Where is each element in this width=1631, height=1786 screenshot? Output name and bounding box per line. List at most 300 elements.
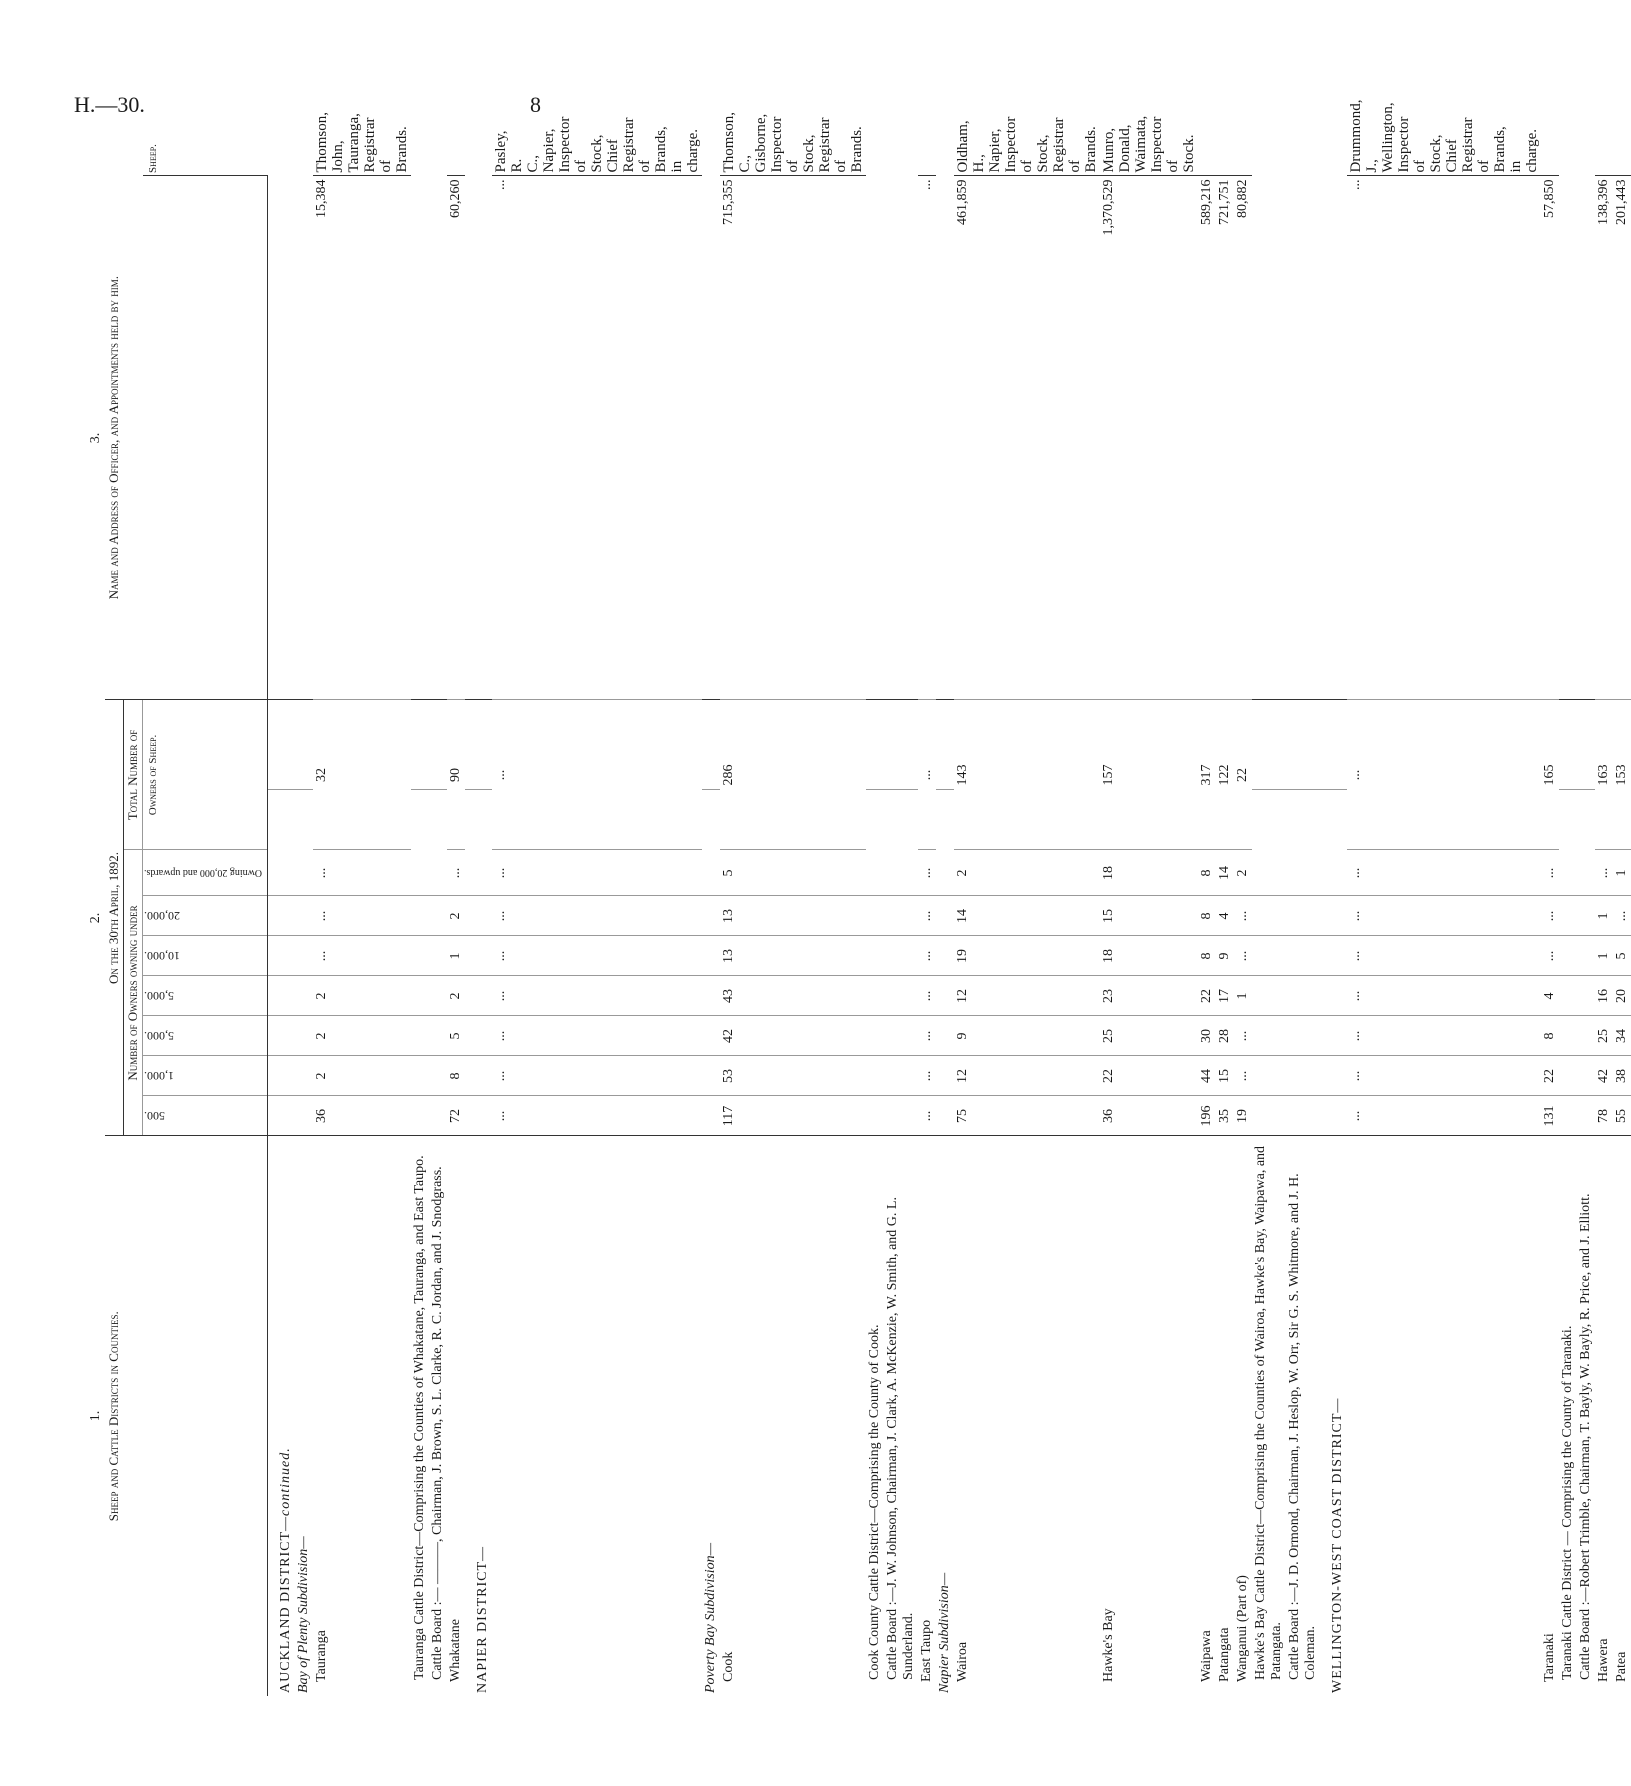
officer-cell <box>268 176 296 700</box>
value-cell: ... <box>492 1096 702 1136</box>
value-cell: ... <box>1347 1056 1541 1096</box>
table-row <box>1198 176 1216 1696</box>
empty-cell <box>1286 936 1320 976</box>
empty-cell <box>702 896 720 936</box>
empty-cell <box>465 700 492 790</box>
value-cell: 14 <box>954 896 1100 936</box>
value-cell: 15 <box>1100 896 1198 936</box>
subdiv-row <box>702 176 720 1696</box>
value-cell: 163 <box>1595 700 1613 850</box>
value-cell: 122 <box>1216 700 1234 850</box>
empty-cell <box>411 1096 429 1136</box>
value-cell: 2 <box>447 896 465 936</box>
value-cell: ... <box>1347 1016 1541 1056</box>
empty-cell <box>1577 1096 1595 1136</box>
value-cell: 55 <box>1613 1096 1631 1136</box>
empty-cell <box>1577 790 1595 896</box>
empty-cell <box>884 1016 918 1056</box>
value-cell: 4 <box>1216 896 1234 936</box>
empty-cell <box>268 936 296 976</box>
empty-cell <box>295 1016 313 1056</box>
value-cell: 461,859 <box>954 176 1100 700</box>
value-cell: 8 <box>1198 896 1216 936</box>
cattle-district-note: Cook County Cattle District—Comprising the County of Cook. <box>866 1136 884 1696</box>
value-cell: 72 <box>447 1096 465 1136</box>
value-cell: 28 <box>1216 1016 1234 1056</box>
officer-cell <box>1286 176 1320 700</box>
value-cell: 36 <box>1100 1096 1198 1136</box>
empty-cell <box>884 936 918 976</box>
empty-cell <box>1320 1016 1347 1056</box>
value-cell: 22 <box>1100 1056 1198 1096</box>
value-cell: ... <box>1347 176 1541 700</box>
value-cell: ... <box>1347 896 1541 936</box>
empty-cell <box>866 1096 884 1136</box>
empty-cell <box>411 896 429 936</box>
cattle-district-note: Cattle Board :— ———, Chairman, J. Brown, S. L. Clarke, R. C. Jordan, and J. Snodgrass. <box>429 1136 447 1696</box>
value-cell: 12 <box>954 976 1100 1016</box>
value-cell: 2 <box>447 976 465 1016</box>
empty-cell <box>702 1096 720 1136</box>
value-cell: 75 <box>954 1096 1100 1136</box>
note-row <box>411 176 429 1696</box>
value-cell: ... <box>1234 896 1252 936</box>
officer-cell <box>884 176 918 700</box>
value-cell: 18 <box>1100 850 1198 896</box>
empty-cell <box>1252 1096 1286 1136</box>
empty-cell <box>936 936 954 976</box>
value-cell: 9 <box>954 1016 1100 1056</box>
value-cell: 13 <box>720 896 866 936</box>
col3-number: 3. <box>88 432 103 444</box>
empty-cell <box>295 790 313 896</box>
table-row: ... ... ... ... ... ... ... ... ... Pasley, R. C., Napier, Inspector of Stock, Chief Registrar of Brands, in charge. <box>492 176 702 1696</box>
table-row <box>918 176 936 1696</box>
empty-cell <box>465 1096 492 1136</box>
empty-cell <box>866 976 884 1016</box>
empty-cell <box>1286 976 1320 1016</box>
value-cell: ... <box>1541 936 1559 976</box>
value-cell: 715,355 <box>720 176 866 700</box>
officer-cell <box>702 176 720 700</box>
value-cell: 153 <box>1613 700 1631 850</box>
owners-group-header: Number of Owners owning under <box>124 850 143 1136</box>
empty-cell <box>702 790 720 896</box>
value-cell: ... <box>313 850 411 896</box>
value-cell: 78 <box>1595 1096 1613 1136</box>
empty-cell <box>268 790 296 896</box>
empty-cell <box>1320 936 1347 976</box>
empty-cell <box>936 976 954 1016</box>
empty-cell <box>1252 936 1286 976</box>
note-row <box>429 176 447 1696</box>
empty-cell <box>866 790 884 896</box>
district-heading: WELLINGTON-WEST COAST DISTRICT— <box>1320 1136 1347 1696</box>
empty-cell <box>465 1056 492 1096</box>
value-cell: 22 <box>1198 976 1216 1016</box>
cattle-district-note: Taranaki Cattle District — Comprising the County of Taranaki. <box>1559 1136 1577 1696</box>
empty-cell <box>411 976 429 1016</box>
officer-cell <box>936 176 954 700</box>
empty-cell <box>465 896 492 936</box>
sub-header-500: 500. <box>144 1109 165 1124</box>
empty-cell <box>1559 1016 1577 1056</box>
empty-cell <box>465 976 492 1016</box>
value-cell: ... <box>918 850 936 896</box>
cattle-district-note: Hawke's Bay Cattle District—Comprising the Counties of Wairoa, Hawke's Bay, Waipawa, and Patangata. <box>1252 1136 1286 1696</box>
empty-cell <box>429 1096 447 1136</box>
empty-cell <box>884 896 918 936</box>
value-cell: 9 <box>1216 936 1234 976</box>
empty-cell <box>411 700 429 790</box>
officer-cell <box>411 176 429 700</box>
note-row <box>1252 176 1286 1696</box>
note-row <box>866 176 884 1696</box>
value-cell: 138,396 <box>1595 176 1613 700</box>
value-cell: 8 <box>1198 936 1216 976</box>
empty-cell <box>411 1056 429 1096</box>
value-cell: 38 <box>1613 1056 1631 1096</box>
subdiv-row <box>295 176 313 1696</box>
value-cell: 34 <box>1613 1016 1631 1056</box>
value-cell: 36 <box>313 1096 411 1136</box>
empty-cell <box>1577 700 1595 790</box>
empty-cell <box>429 700 447 790</box>
county-name: Patea <box>1613 1136 1631 1696</box>
empty-cell <box>465 1016 492 1056</box>
empty-cell <box>866 1016 884 1056</box>
value-cell: ... <box>1347 976 1541 1016</box>
subdivision-heading: Poverty Bay Subdivision— <box>702 1136 720 1696</box>
value-cell: 196 <box>1198 1096 1216 1136</box>
value-cell: 30 <box>1198 1016 1216 1056</box>
table-row: Tauranga 36 2 2 2 ... ... ... 32 15,384 Thomson, John, Tauranga, Registrar of Brands. <box>313 176 411 1696</box>
value-cell: ... <box>313 896 411 936</box>
value-cell: ... <box>918 936 936 976</box>
district-row <box>268 176 296 1696</box>
empty-cell <box>1577 1056 1595 1096</box>
empty-cell <box>866 700 884 790</box>
empty-cell <box>1559 790 1577 896</box>
value-cell: 13 <box>720 936 866 976</box>
value-cell: ... <box>1541 896 1559 936</box>
empty-cell <box>1320 1056 1347 1096</box>
empty-cell <box>1320 976 1347 1016</box>
officer-cell <box>1320 176 1347 700</box>
cattle-district-note: Tauranga Cattle District—Comprising the Counties of Whakatane, Tauranga, and East Taupo. <box>411 1136 429 1696</box>
sub-header-20000-up: Owning 20,000 and upwards. <box>144 867 263 879</box>
value-cell: 22 <box>1541 1056 1559 1096</box>
value-cell: 1,370,529 <box>1100 176 1198 700</box>
subdivision-heading: Napier Subdivision— <box>936 1136 954 1696</box>
empty-cell <box>866 936 884 976</box>
officer-cell <box>1252 176 1286 700</box>
empty-cell <box>702 1056 720 1096</box>
empty-cell <box>1286 1016 1320 1056</box>
district-heading: AUCKLAND DISTRICT—continued. <box>268 1136 296 1696</box>
value-cell: ... <box>492 1016 702 1056</box>
empty-cell <box>295 700 313 790</box>
value-cell: 165 <box>1541 700 1559 850</box>
empty-cell <box>884 1096 918 1136</box>
empty-cell <box>936 1056 954 1096</box>
empty-cell <box>295 1096 313 1136</box>
page-series: H.—30. <box>74 92 145 117</box>
value-cell: 157 <box>1100 700 1198 850</box>
value-cell: 25 <box>1595 1016 1613 1056</box>
empty-cell <box>295 976 313 1016</box>
empty-cell <box>465 790 492 896</box>
col1-number: 1. <box>88 1410 103 1422</box>
empty-cell <box>465 936 492 976</box>
empty-cell <box>1559 700 1577 790</box>
value-cell: 60,260 <box>447 176 465 700</box>
officer-cell <box>1577 176 1595 700</box>
value-cell: ... <box>1347 936 1541 976</box>
value-cell: 80,882 <box>1234 176 1252 700</box>
subdiv-row <box>936 176 954 1696</box>
value-cell: 42 <box>720 1016 866 1056</box>
value-cell: ... <box>1347 1096 1541 1136</box>
empty-cell <box>1559 1096 1577 1136</box>
value-cell: 19 <box>1234 1096 1252 1136</box>
value-cell: ... <box>1613 896 1631 936</box>
county-name: East Taupo <box>918 1136 936 1696</box>
value-cell: 35 <box>1216 1096 1234 1136</box>
value-cell: ... <box>918 896 936 936</box>
value-cell: 43 <box>720 976 866 1016</box>
table-row <box>1613 176 1631 1696</box>
value-cell: ... <box>313 936 411 976</box>
empty-cell <box>429 896 447 936</box>
value-cell: ... <box>918 700 936 850</box>
value-cell: 16 <box>1595 976 1613 1016</box>
empty-cell <box>1320 790 1347 896</box>
table-row: ... ... ... ... ... ... ... ... ... Drummond, J., Wellington, Inspector of Stock, Chief Registrar of Brands, in charge. <box>1347 176 1541 1696</box>
value-cell: 317 <box>1198 700 1216 850</box>
value-cell: 2 <box>1234 850 1252 896</box>
table-row <box>447 176 465 1696</box>
county-name: Hawera <box>1595 1136 1613 1696</box>
value-cell: 4 <box>1541 976 1559 1016</box>
table-body <box>268 99 1631 1696</box>
value-cell: ... <box>492 976 702 1016</box>
value-cell: 53 <box>720 1056 866 1096</box>
empty-cell <box>884 790 918 896</box>
empty-cell <box>429 1016 447 1056</box>
empty-cell <box>702 700 720 790</box>
table-row: Cook 117 53 42 43 13 13 5 286 715,355 Thomson, C., Gisborne, Inspector of Stock, Registrar of Brands. <box>720 176 866 1696</box>
value-cell: 20 <box>1613 976 1631 1016</box>
district-row <box>465 176 492 1696</box>
empty-cell <box>936 1096 954 1136</box>
officer-cell <box>866 176 884 700</box>
empty-cell <box>702 936 720 976</box>
cattle-district-note: Cattle Board :—Robert Trimble, Chairman, T. Bayly, W. Bayly, R. Price, and J. Elliott. <box>1577 1136 1595 1696</box>
page-number: 8 <box>530 92 541 117</box>
value-cell: ... <box>492 1056 702 1096</box>
empty-cell <box>1559 936 1577 976</box>
empty-cell <box>268 1096 296 1136</box>
value-cell: 18 <box>1100 936 1198 976</box>
value-cell: ... <box>492 850 702 896</box>
value-cell: 131 <box>1541 1096 1559 1136</box>
empty-cell <box>268 1016 296 1056</box>
empty-cell <box>936 896 954 936</box>
value-cell: 8 <box>1198 850 1216 896</box>
county-name: Wanganui (Part of) <box>1234 1136 1252 1696</box>
table-row: Hawke's Bay 36 22 25 23 18 15 18 157 1,370,529 Munro, Donald, Waimata, Inspector of Stock. <box>1100 176 1198 1696</box>
value-cell: 17 <box>1216 976 1234 1016</box>
county-name: Tauranga <box>313 1136 411 1696</box>
value-cell: ... <box>1595 850 1613 896</box>
county-name: Patangata <box>1216 1136 1234 1696</box>
value-cell: ... <box>492 700 702 850</box>
empty-cell <box>268 976 296 1016</box>
value-cell: 57,850 <box>1541 176 1559 700</box>
empty-cell <box>1577 976 1595 1016</box>
table-row <box>1216 176 1234 1696</box>
empty-cell <box>936 1016 954 1056</box>
empty-cell <box>411 1016 429 1056</box>
empty-cell <box>411 936 429 976</box>
value-cell: 14 <box>1216 850 1234 896</box>
county-name: Cook <box>720 1136 866 1696</box>
value-cell: 2 <box>313 1056 411 1096</box>
empty-cell <box>295 896 313 936</box>
empty-cell <box>1286 1096 1320 1136</box>
empty-cell <box>1252 1056 1286 1096</box>
value-cell: 23 <box>1100 976 1198 1016</box>
value-cell: ... <box>1234 936 1252 976</box>
table-row <box>1541 176 1559 1696</box>
value-cell: 721,751 <box>1216 176 1234 700</box>
empty-cell <box>1559 896 1577 936</box>
county-name: Hawke's Bay <box>1100 1136 1198 1696</box>
value-cell: 1 <box>1234 976 1252 1016</box>
empty-cell <box>884 700 918 790</box>
value-cell: 1 <box>1613 850 1631 896</box>
empty-cell <box>866 896 884 936</box>
col1-title: Sheep and Cattle Districts in Counties. <box>105 1136 268 1696</box>
col2-title: On the 30th April, 1892. <box>105 700 124 1136</box>
value-cell: 5 <box>1613 936 1631 976</box>
value-cell: 22 <box>1234 700 1252 850</box>
empty-cell <box>1577 896 1595 936</box>
county-name: Wairoa <box>954 1136 1100 1696</box>
value-cell: ... <box>1234 1016 1252 1056</box>
value-cell: 32 <box>313 700 411 850</box>
empty-cell <box>936 790 954 896</box>
empty-cell <box>1320 1096 1347 1136</box>
empty-cell <box>702 976 720 1016</box>
col3-title: Name and Address of Officer, and Appointments held by him. <box>105 176 268 700</box>
value-cell: 15 <box>1216 1056 1234 1096</box>
table-row <box>1234 176 1252 1696</box>
value-cell: 589,216 <box>1198 176 1216 700</box>
empty-cell <box>295 1056 313 1096</box>
empty-cell <box>1577 1016 1595 1056</box>
value-cell: 8 <box>1541 1016 1559 1056</box>
empty-cell <box>866 1056 884 1096</box>
empty-cell <box>884 976 918 1016</box>
value-cell: 143 <box>954 700 1100 850</box>
empty-cell <box>1559 1056 1577 1096</box>
value-cell: 42 <box>1595 1056 1613 1096</box>
empty-cell <box>1286 790 1320 896</box>
empty-cell <box>268 1056 296 1096</box>
empty-cell <box>1577 936 1595 976</box>
value-cell: 12 <box>954 1056 1100 1096</box>
value-cell: ... <box>492 936 702 976</box>
empty-cell <box>1252 976 1286 1016</box>
value-cell: ... <box>918 1056 936 1096</box>
value-cell: 2 <box>954 850 1100 896</box>
empty-cell <box>1252 1016 1286 1056</box>
empty-cell <box>1320 896 1347 936</box>
empty-cell <box>1559 976 1577 1016</box>
sub-header-5000b: 5,000. <box>144 989 174 1004</box>
value-cell: 5 <box>720 850 866 896</box>
value-cell: 1 <box>447 936 465 976</box>
officer-cell <box>295 176 313 700</box>
empty-cell <box>1286 700 1320 790</box>
value-cell: 90 <box>447 700 465 850</box>
district-heading: NAPIER DISTRICT— <box>465 1136 492 1696</box>
empty-cell <box>429 1056 447 1096</box>
empty-cell <box>295 936 313 976</box>
value-cell: ... <box>1234 1056 1252 1096</box>
empty-cell <box>268 896 296 936</box>
value-cell: 2 <box>313 1016 411 1056</box>
empty-cell <box>429 936 447 976</box>
note-row <box>1559 176 1577 1696</box>
note-row <box>1577 176 1595 1696</box>
county-name: Taranaki <box>1541 1136 1559 1696</box>
sub-header-5000: 5,000. <box>144 1029 174 1044</box>
empty-cell <box>702 1016 720 1056</box>
county-name: Waipawa <box>1198 1136 1216 1696</box>
county-name <box>1347 1136 1541 1696</box>
empty-cell <box>1286 1056 1320 1096</box>
value-cell: 8 <box>447 1056 465 1096</box>
value-cell: 15,384 <box>313 176 411 700</box>
subdivision-heading: Bay of Plenty Subdivision— <box>295 1136 313 1696</box>
table-row: Wairoa 75 12 9 12 19 14 2 143 461,859 Oldham, H., Napier, Inspector of Stock, Registrar of Brands. <box>954 176 1100 1696</box>
empty-cell <box>936 700 954 790</box>
sub-header-owners: Owners of Sheep. <box>147 734 159 816</box>
value-cell: ... <box>918 976 936 1016</box>
empty-cell <box>268 700 296 790</box>
value-cell: 44 <box>1198 1056 1216 1096</box>
empty-cell <box>1252 790 1286 896</box>
value-cell: 286 <box>720 700 866 850</box>
cattle-district-note: Cattle Board :—J. D. Ormond, Chairman, J. Heslop, W. Orr, Sir G. S. Whitmore, and J. H. Coleman. <box>1286 1136 1320 1696</box>
note-row <box>1286 176 1320 1696</box>
sub-header-sheep: Sheep. <box>146 144 159 173</box>
value-cell: ... <box>918 1016 936 1056</box>
value-cell: 1 <box>1595 936 1613 976</box>
sub-header-1000: 1,000. <box>144 1069 174 1084</box>
col2-number: 2. <box>88 912 103 924</box>
district-row <box>1320 176 1347 1696</box>
empty-cell <box>411 790 429 896</box>
value-cell: ... <box>1541 850 1559 896</box>
officer-cell <box>1559 176 1577 700</box>
empty-cell <box>1252 700 1286 790</box>
value-cell: ... <box>492 176 702 700</box>
county-name <box>492 1136 702 1696</box>
